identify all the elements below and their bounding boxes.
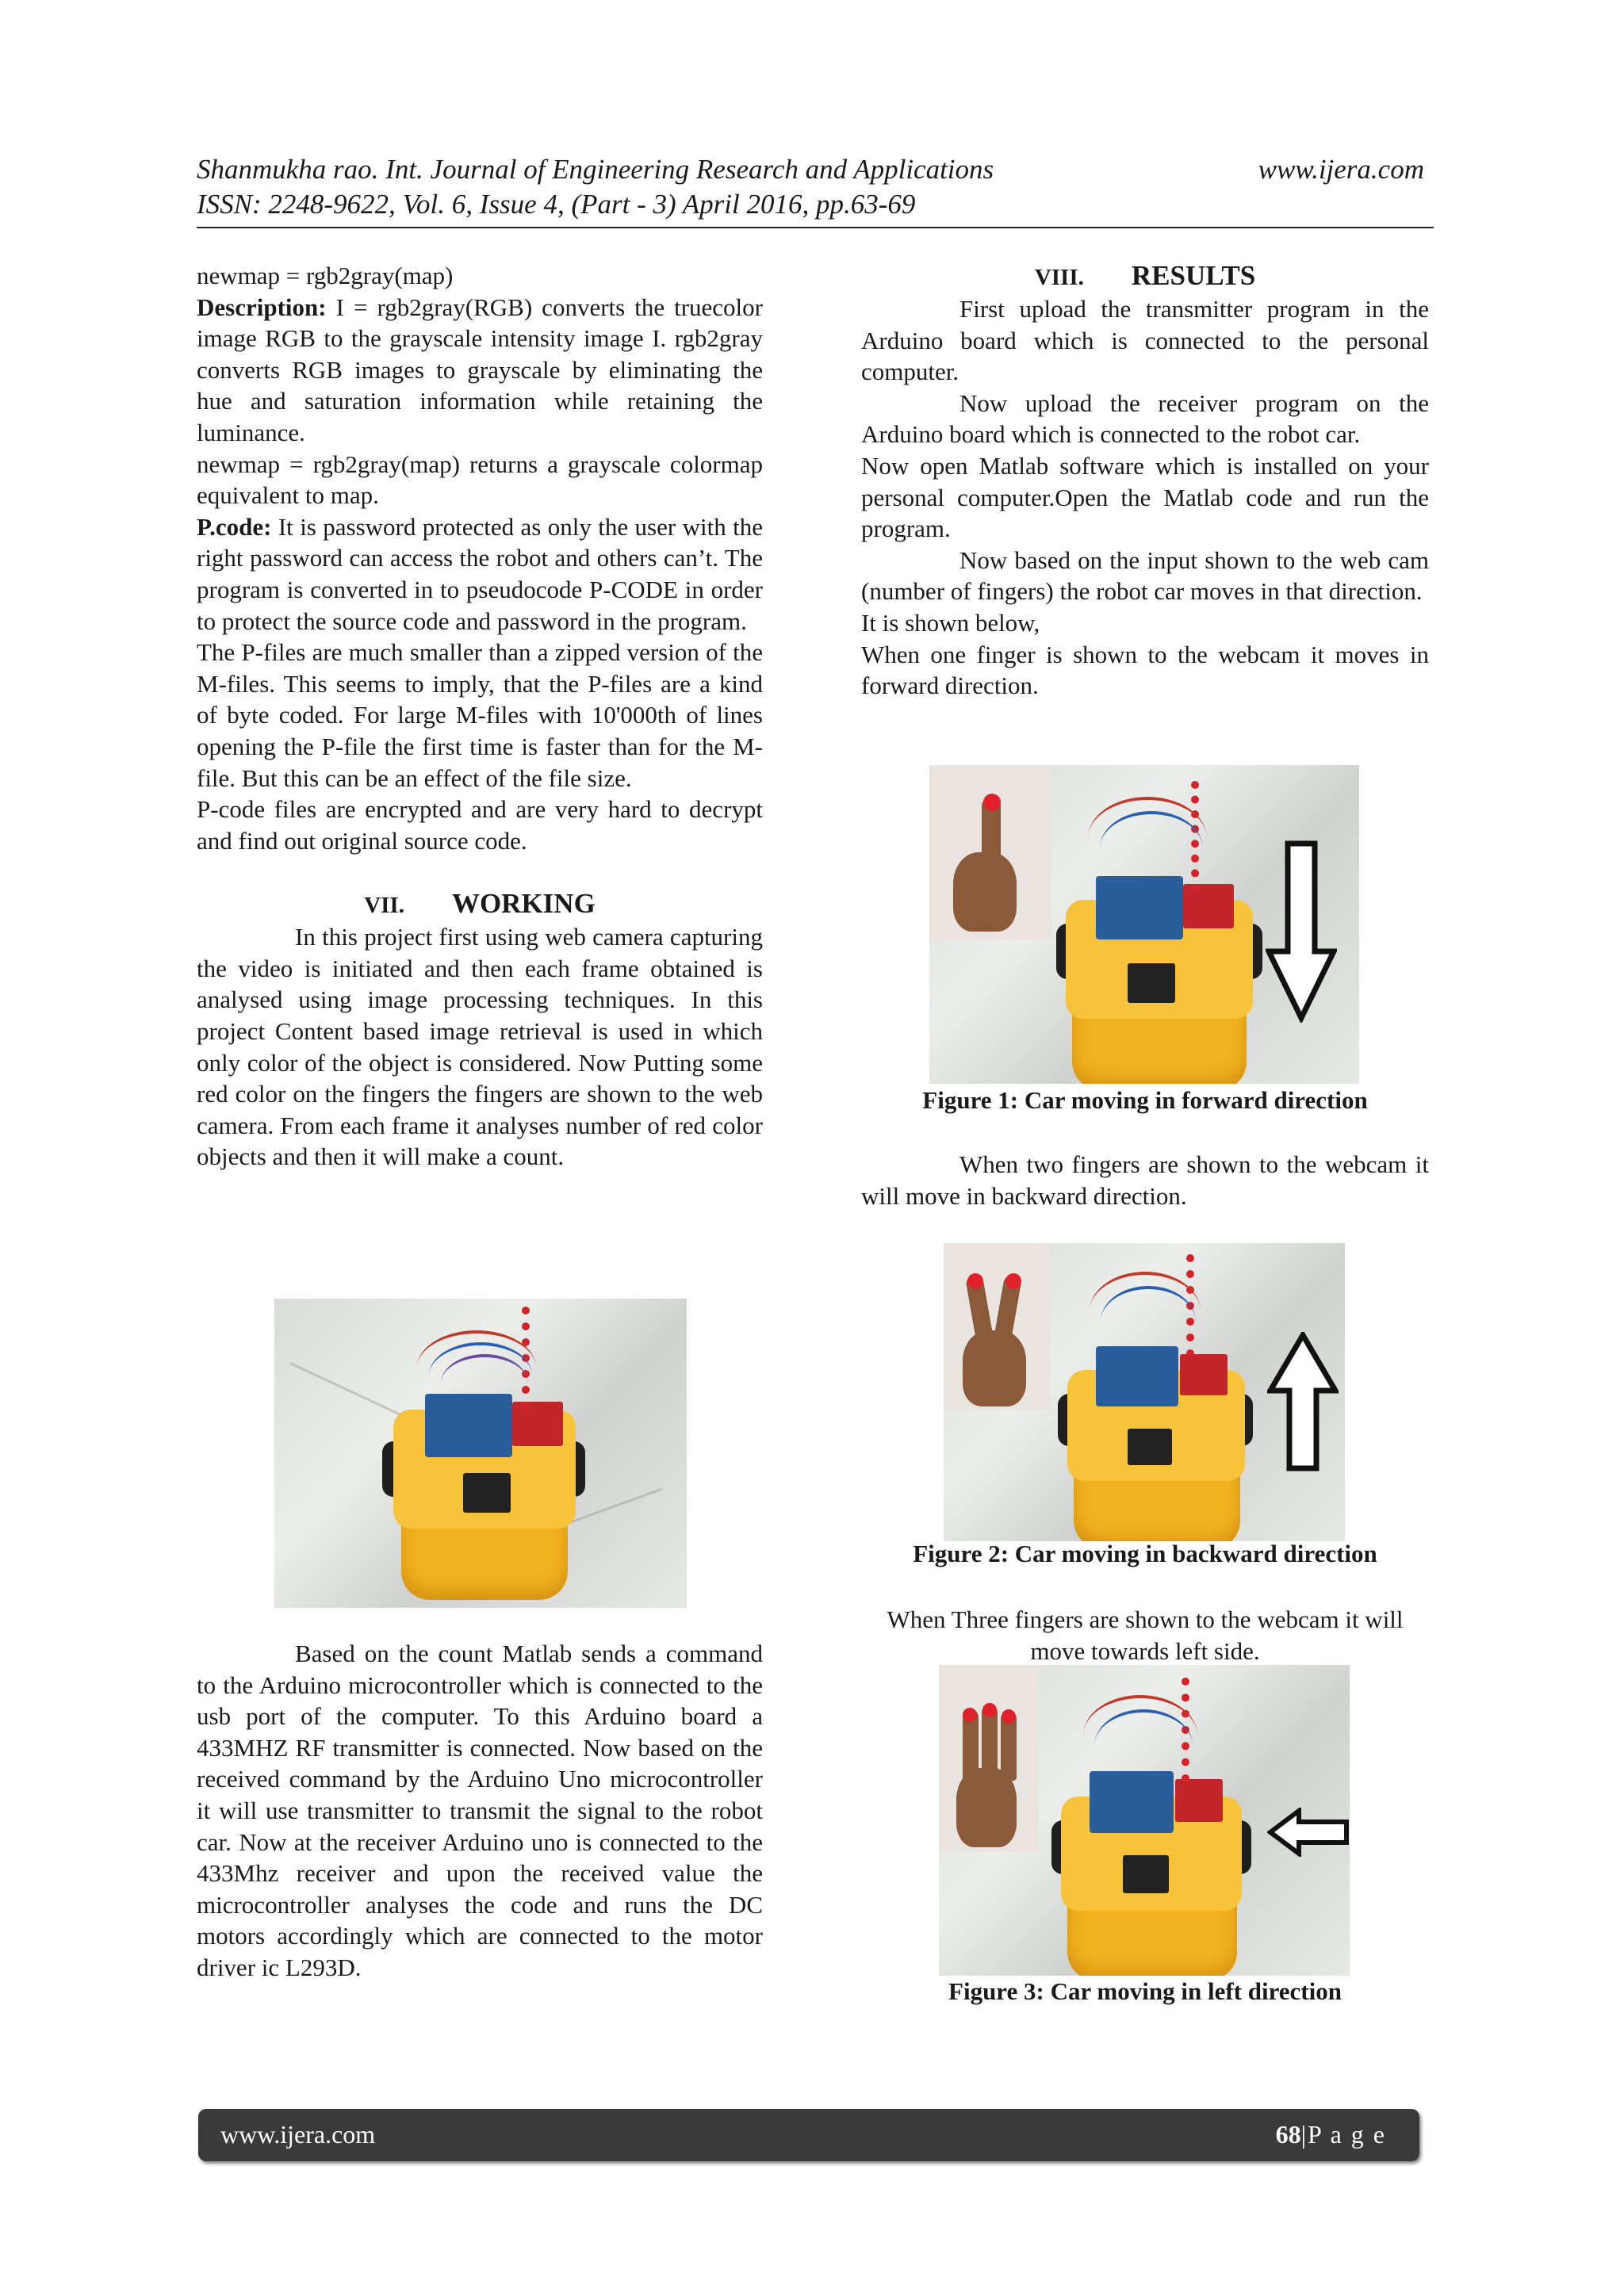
arrow-left-icon [1267,1808,1350,1857]
webcam-inset [939,1665,1039,1852]
figure-1-image [929,765,1359,1084]
paragraph: P-code files are encrypted and are very hard to decrypt and find out original source code. [197,795,763,855]
driver-chip [1128,1429,1172,1465]
paragraph: newmap = rgb2gray(map) [197,262,454,289]
paragraph-description [197,292,763,449]
left-column-lower [197,1638,763,1984]
right-column-para [861,1604,1429,1667]
red-fingertip [1002,1709,1016,1724]
pcode-label: P.code: [197,512,272,541]
paragraph: Now open Matlab software which is installed on your personal computer.Open the Matlab code and run the program. [861,451,1429,543]
paragraph: First upload the transmitter program in the Arduino board which is connected to the personal computer. [861,295,1429,386]
figure-2-image [944,1243,1345,1541]
driver-chip [1123,1855,1169,1893]
arduino-board [1096,876,1183,939]
issn-line: ISSN: 2248-9622, Vol. 6, Issue 4, (Part - 3) April 2016, pp.63-69 [197,189,916,220]
journal-title: Shanmukha rao. Int. Journal of Engineering Research and Applications [197,154,994,185]
paragraph: Based on the count Matlab sends a command to the Arduino microcontroller which is connected to the usb port of the computer. To this Arduino board a 433MHZ RF transmitter is connected. Now based on the received command by the Arduino Uno microcontroller it will use transmitter to transmit the signal to the robot car. Now at the receiver Arduino uno is connected to the 433Mhz receiver and upon the received value the microcontroller analyses the code and runs the DC motors accordingly which are connected to the motor driver ic L293D. [197,1640,763,1981]
paragraph: Now upload the receiver program on the Arduino board which is connected to the robot car. [861,388,1429,449]
section-name: RESULTS [1131,260,1256,291]
paragraph: The P-files are much smaller than a zipped version of the M-files. This seems to imply, that the P-files are a kind of byte coded. For large M-files with 10'000th of lines opening the P-file the first time is faster than for the M-file. But this can be an effect of the file size. [197,638,763,792]
arrow-down-icon [1266,840,1337,1023]
figure-2-caption: Figure 2: Car moving in backward direction [913,1540,1377,1567]
arrow-up-icon [1267,1332,1339,1473]
paragraph: Now based on the input shown to the web cam (number of fingers) the robot car moves in that direction. [861,545,1429,606]
right-column [861,260,1429,702]
paragraph: When two fingers are shown to the webcam it will move in backward direction. [861,1150,1429,1210]
page-number [1276,2120,1386,2149]
header-divider [197,227,1434,228]
wire [1100,811,1203,886]
section-heading-working [197,888,763,921]
wire [1101,1286,1196,1357]
robot-photo [274,1299,687,1608]
paragraph: In this project first using web camera capturing the video is initiated and then each frame obtained is analysed using image processing techniques. In this project Content based image retrieval is used in which only color of the object is considered. Now Putting some red color on the fingers the fingers are shown to the web camera. From each frame it analyses number of red color objects and then it will make a count. [197,923,763,1171]
paragraph-pcode [197,511,763,637]
motor-driver-board [1180,1354,1228,1395]
description-label: Description: [197,293,327,321]
page-number-value: 68 [1275,2120,1301,2149]
figure-3-caption: Figure 3: Car moving in left direction [948,1977,1342,2005]
footer-url: www.ijera.com [220,2120,376,2149]
section-name: WORKING [451,888,596,920]
section-number: VIII. [1034,265,1084,290]
driver-chip [463,1473,511,1513]
webcam-inset [944,1243,1050,1410]
right-column-para [861,1149,1429,1211]
driver-chip [1128,963,1175,1003]
wire [441,1354,528,1413]
running-header [197,152,1431,222]
paragraph: newmap = rgb2gray(map) returns a grayscale colormap equivalent to map. [197,450,763,510]
journal-line [197,152,1431,187]
section-number: VII. [364,893,404,919]
page-label: |P a g e [1300,2120,1386,2149]
figure-3-image [939,1665,1350,1976]
wire [1094,1709,1193,1782]
left-column [197,260,763,1173]
hand [963,1330,1026,1406]
paragraph: It is shown below, [861,608,1040,637]
red-fingertip [1005,1273,1021,1289]
red-fingertip [967,1273,983,1289]
pcode-text: It is password protected as only the user with the right password can access the robot and others can’t. The program is converted in to pseudocode P-CODE in order to protect the source code and password in the program. [197,512,763,635]
section-heading-results [861,260,1429,293]
paragraph: When one finger is shown to the webcam it moves in forward direction. [861,640,1429,700]
page-footer [198,2109,1419,2161]
red-fingertip [983,794,1001,811]
journal-url: www.ijera.com [1258,154,1424,185]
motor-driver-board [1175,1779,1223,1822]
red-fingertip [982,1703,997,1717]
webcam-inset [929,765,1051,939]
red-fingertip [963,1708,977,1722]
description-text: I = rgb2gray(RGB) converts the truecolor image RGB to the grayscale intensity image I. rgb2gray converts RGB images to grayscale by eliminating the hue and saturation information while retaining the luminance. [197,293,763,446]
figure-1-caption: Figure 1: Car moving in forward direction [922,1086,1368,1114]
paragraph: When Three fingers are shown to the webcam it will move towards left side. [887,1605,1404,1665]
